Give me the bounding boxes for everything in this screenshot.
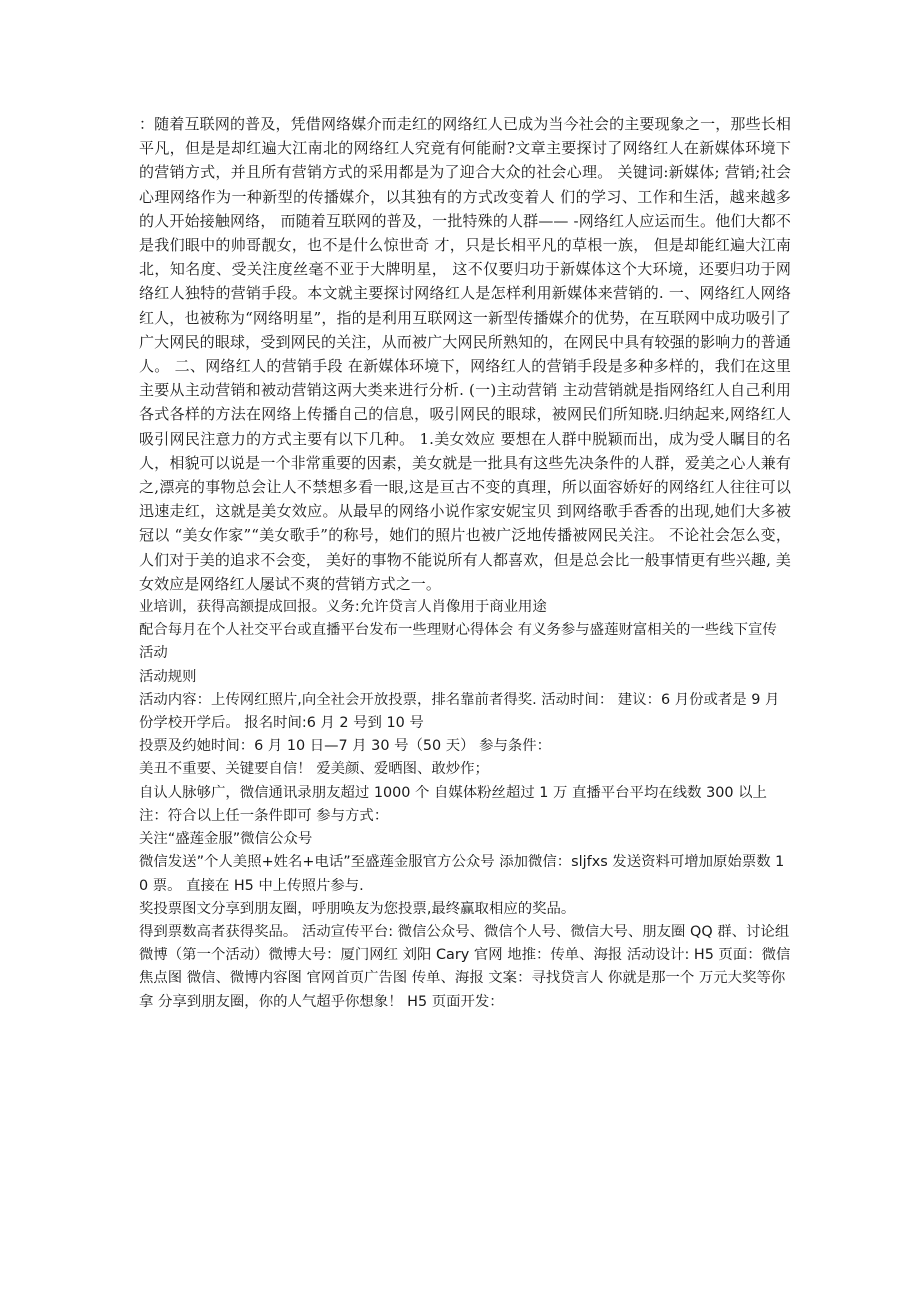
follow-line: 关注“盛莲金服”微信公众号 [139,831,313,848]
share-line: 奖投票图文分享到朋友圈，呼朋唤友为您投票,最终赢取相应的奖品。 [139,900,576,917]
training-line: 业培训，获得高额提成回报。义务:允许贷言人肖像用于商业用途 [139,599,547,616]
article-body [139,112,791,596]
send-line: 微信发送”个人美照+姓名+电话”至盛莲金服官方公众号 添加微信：sljfxs 发送资料可增加原始票数 10 票。 直接在 H5 中上传照片参与. [139,854,785,894]
activity-section [139,596,791,1014]
network-line: 自认人脉够广，微信通讯录朋友超过 1000 个 自媒体粉丝超过 1 万 直播平台平均在线数 300 以上 注：符合以上任一条件即可 参与方式： [139,784,767,824]
obligation-line: 配合每月在个人社交平台或直播平台发布一些理财心得体会 有义务参与盛莲财富相关的一些线下宣传活动 [139,622,777,662]
platform-line: 得到票数高者获得奖品。 活动宣传平台: 微信公众号、微信个人号、微信大号、朋友圈 QQ 群、讨论组 微博（第一个活动）微博大号：厦门网红 刘阳 Cary 官网 地推：传单、海报 活动设计: H5 页面：微信焦点图 微信、微博内容图 官网首页广告图 传单、海报 文案：寻找贷言人 你就是那一个 万元大奖等你拿 分享到朋友圈，你的人气超乎你想象！ H5 页面开发： [139,923,791,1010]
rules-heading: 活动规则 [139,668,197,685]
content-line: 活动内容：上传网红照片,向全社会开放投票，排名靠前者得奖. 活动时间： 建议：6 月份或者是 9 月份学校开学后。 报名时间:6 月 2 号到 10 号 [139,691,780,732]
ugly-line: 美丑不重要、关键要自信！ 爱美颜、爱晒图、敢炒作； [139,761,489,778]
article-paragraph: ：随着互联网的普及，凭借网络媒介而走红的网络红人已成为当今社会的主要现象之一，那些长相平凡，但是是却红遍大江南北的网络红人究竟有何能耐?文章主要探讨了网络红人在新媒体环境下的营销方式，并且所有营销方式的采用都是为了迎合大众的社会心理。 关键词:新媒体; 营销;社会心理网络作为一种新型的传播媒介，以其独有的方式改变着人 们的学习、工作和生活，越来越多的人开始接触网络， 而随着互联网的普及，一批特殊的人群—— -网络红人应运而生。他们大都不是我们眼中的帅哥靓女，也不是什么惊世奇 才，只是长相平凡的草根一族， 但是却能红遍大江南北，知名度、受关注度丝毫不亚于大牌明星， 这不仅要归功于新媒体这个大环境，还要归功于网络红人独特的营销手段。本文就主要探讨网络红人是怎样利用新媒体来营销的. 一、网络红人网络红人，也被称为“网络明星”，指的是利用互联网这一新型传播媒介的优势，在互联网中成功吸引了广大网民的眼球，受到网民的关注，从而被广大网民所熟知的，在网民中具有较强的影响力的普通人。 二、网络红人的营销手段 在新媒体环境下，网络红人的营销手段是多种多样的，我们在这里主要从主动营销和被动营销这两大类来进行分析. (一)主动营销 主动营销就是指网络红人自己利用各式各样的方法在网络上传播自己的信息，吸引网民的眼球，被网民们所知晓.归纳起来,网络红人吸引网民注意力的方式主要有以下几种。 1.美女效应 要想在人群中脱颖而出，成为受人瞩目的名人，相貌可以说是一个非常重要的因素，美女就是一批具有这些先决条件的人群，爱美之心人兼有之,漂亮的事物总会让人不禁想多看一眼,这是亘古不变的真理，所以面容娇好的网络红人往往可以迅速走红，这就是美女效应。从最早的网络小说作家安妮宝贝 到网络歌手香香的出现,她们大多被冠以 “美女作家”“美女歌手”的称号，她们的照片也被广泛地传播被网民关注。 不论社会怎么变，人们对于美的追求不会变， 美好的事物不能说所有人都喜欢，但是总会比一般事情更有些兴趣, 美女效应是网络红人屡试不爽的营销方式之一。 [139,115,791,593]
document-page [139,112,791,1014]
voting-line: 投票及约她时间：6 月 10 日—7 月 30 号（50 天） 参与条件： [139,738,552,755]
